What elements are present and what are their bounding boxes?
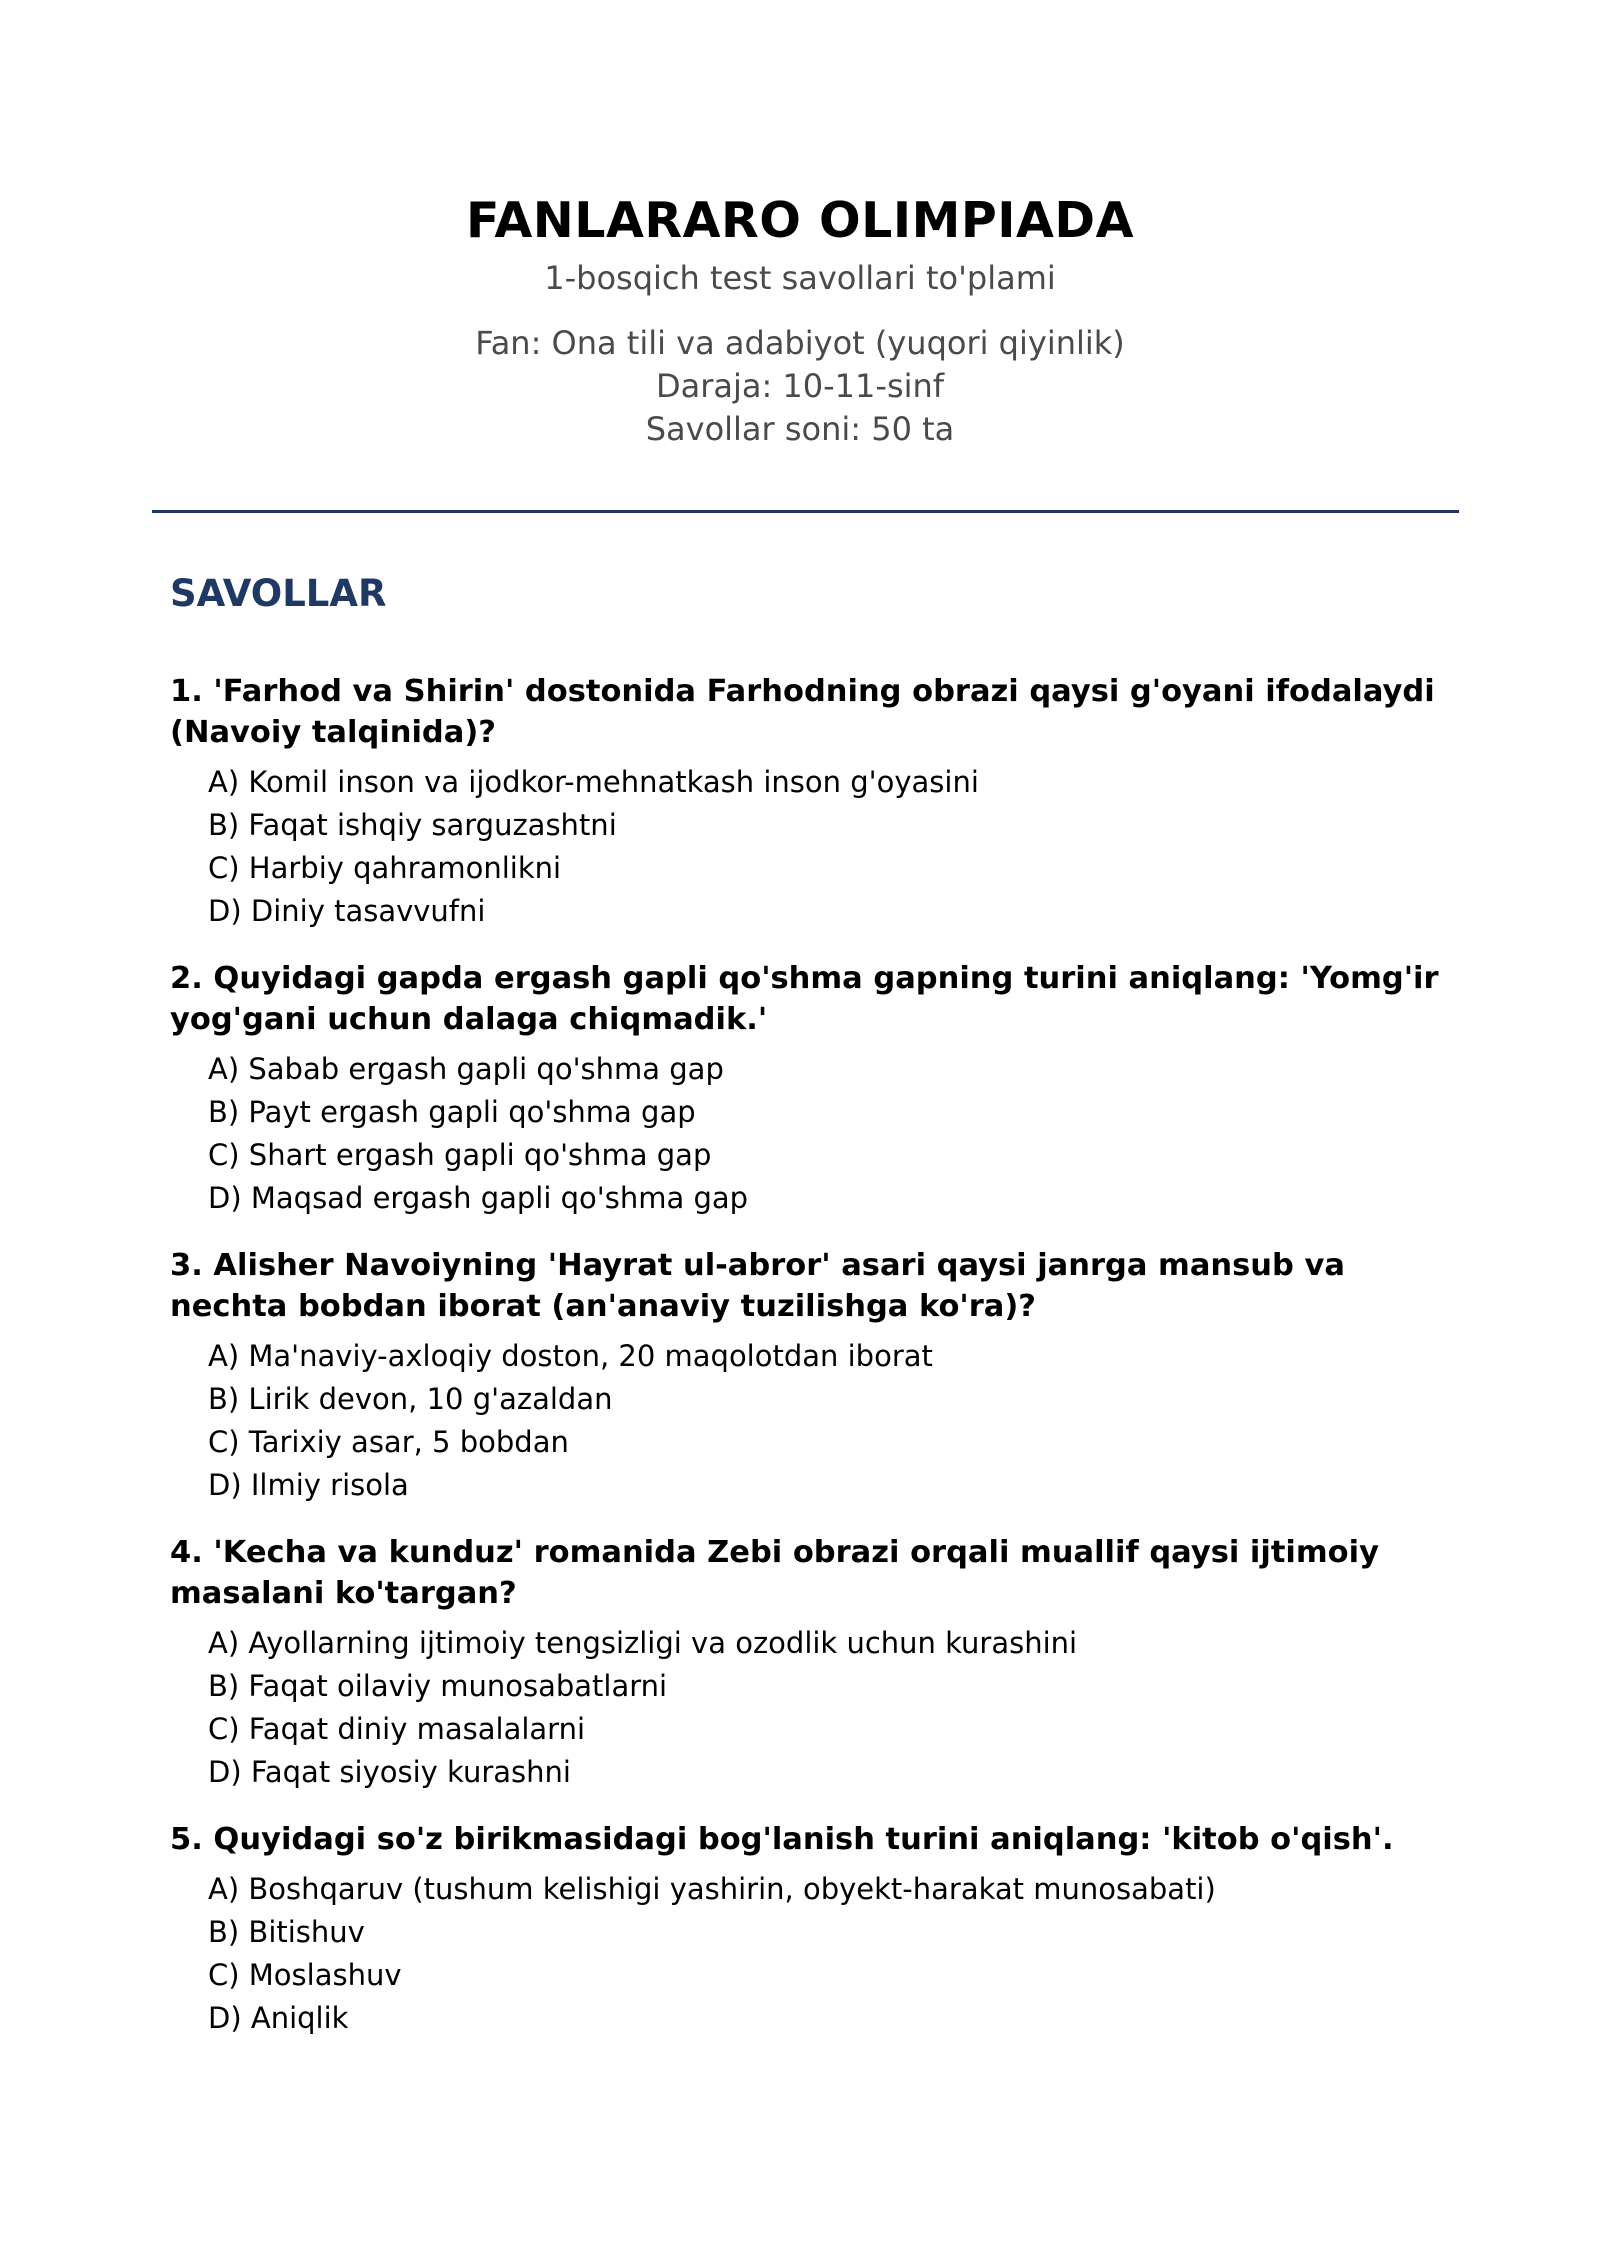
answer-option: C) Tarixiy asar, 5 bobdan — [208, 1425, 569, 1459]
answer-option: D) Faqat siyosiy kurashni — [208, 1755, 571, 1789]
answer-option: A) Sabab ergash gapli qo'shma gap — [208, 1052, 724, 1086]
answer-option: A) Ayollarning ijtimoiy tengsizligi va ozodlik uchun kurashini — [208, 1626, 1078, 1660]
answer-option: D) Ilmiy risola — [208, 1468, 409, 1502]
question-item — [170, 1819, 1460, 2040]
question-text: 5. Quyidagi so'z birikmasidagi bog'lanish turini aniqlang: 'kitob o'qish'. — [170, 1822, 1394, 1857]
question-text: 3. Alisher Navoiyning 'Hayrat ul-abror' asari qaysi janrga mansub va nechta bobdan iborat (an'anaviy tuzilishga ko'ra)? — [170, 1248, 1345, 1324]
answer-option: C) Moslashuv — [208, 1958, 402, 1992]
header-divider — [152, 510, 1459, 513]
answer-option: B) Lirik devon, 10 g'azaldan — [208, 1382, 613, 1416]
question-item — [170, 671, 1460, 933]
answer-option: C) Shart ergash gapli qo'shma gap — [208, 1138, 712, 1172]
answer-option: A) Komil inson va ijodkor-mehnatkash inson g'oyasini — [208, 765, 979, 799]
level-line: Daraja: 10-11-sinf — [655, 367, 945, 405]
answer-option: D) Maqsad ergash gapli qo'shma gap — [208, 1181, 749, 1215]
answer-options — [170, 1335, 1460, 1507]
question-list — [170, 671, 1460, 2065]
question-text: 2. Quyidagi gapda ergash gapli qo'shma gapning turini aniqlang: 'Yomg'ir yog'gani uchun dalaga chiqmadik.' — [170, 961, 1439, 1037]
question-item — [170, 1532, 1460, 1794]
document-meta — [0, 322, 1600, 451]
answer-option: B) Payt ergash gapli qo'shma gap — [208, 1095, 696, 1129]
section-title: SAVOLLAR — [170, 572, 387, 615]
document-header — [0, 186, 1600, 451]
answer-options — [170, 1622, 1460, 1794]
answer-option: C) Harbiy qahramonlikni — [208, 851, 562, 885]
question-item — [170, 1245, 1460, 1507]
answer-options — [170, 1048, 1460, 1220]
answer-option: B) Bitishuv — [208, 1915, 365, 1949]
question-count-line: Savollar soni: 50 ta — [645, 410, 955, 448]
answer-option: A) Ma'naviy-axloqiy doston, 20 maqolotdan iborat — [208, 1339, 933, 1373]
subject-line: Fan: Ona tili va adabiyot (yuqori qiyinlik) — [475, 324, 1125, 362]
question-text: 4. 'Kecha va kunduz' romanida Zebi obrazi orqali muallif qaysi ijtimoiy masalani ko'targan? — [170, 1535, 1379, 1611]
document-title: FANLARARO OLIMPIADA — [465, 192, 1135, 249]
answer-option: A) Boshqaruv (tushum kelishigi yashirin, obyekt-harakat munosabati) — [208, 1872, 1216, 1906]
answer-options — [170, 1868, 1460, 2040]
question-item — [170, 958, 1460, 1220]
document-subtitle: 1-bosqich test savollari to'plami — [544, 259, 1056, 297]
answer-option: B) Faqat oilaviy munosabatlarni — [208, 1669, 668, 1703]
answer-options — [170, 761, 1460, 933]
answer-option: B) Faqat ishqiy sarguzashtni — [208, 808, 617, 842]
answer-option: C) Faqat diniy masalalarni — [208, 1712, 586, 1746]
question-text: 1. 'Farhod va Shirin' dostonida Farhodning obrazi qaysi g'oyani ifodalaydi (Navoiy talqinida)? — [170, 674, 1435, 750]
answer-option: D) Diniy tasavvufni — [208, 894, 486, 928]
answer-option: D) Aniqlik — [208, 2001, 349, 2035]
